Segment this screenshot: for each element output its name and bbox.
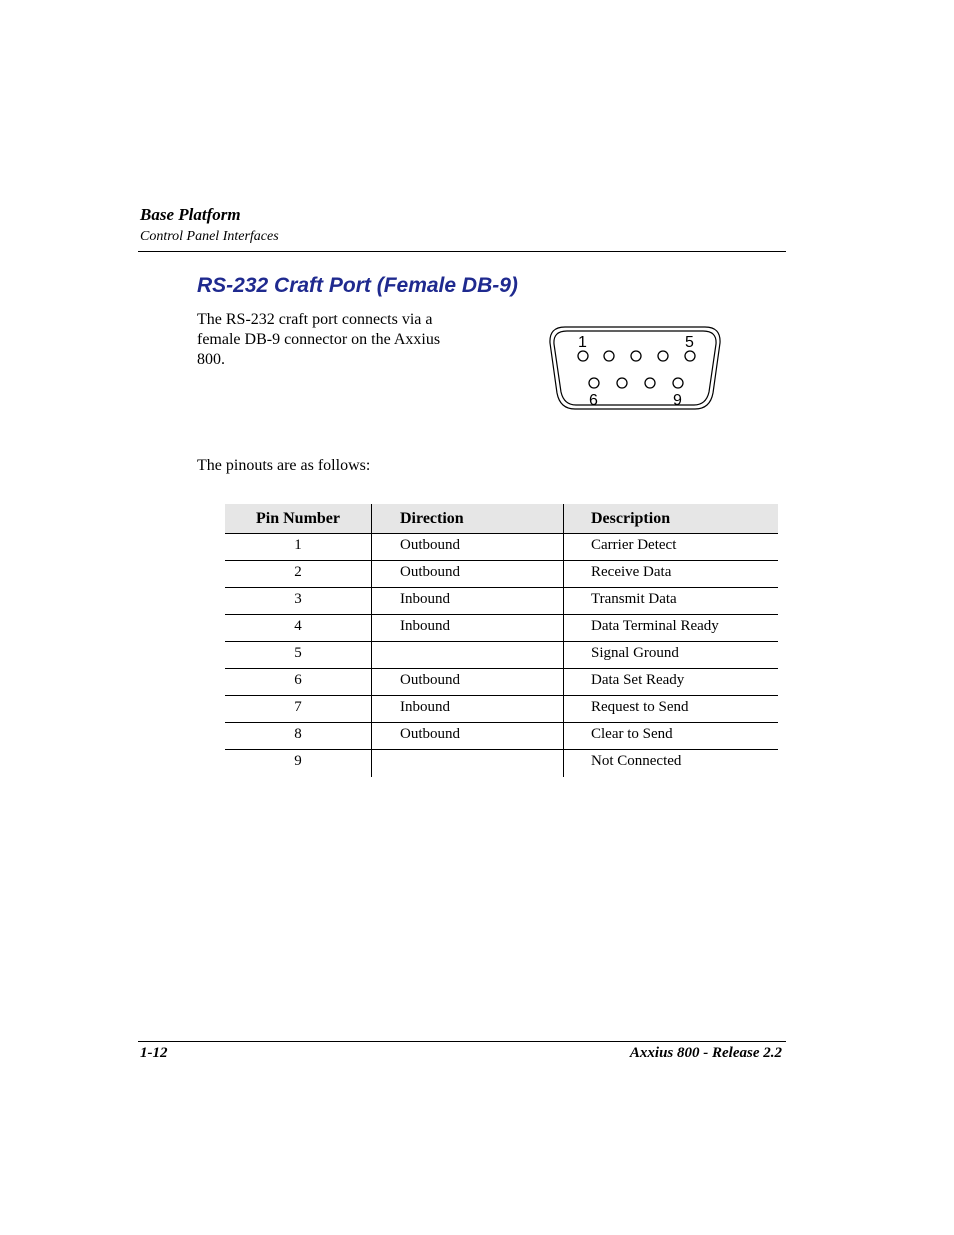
table-row	[225, 669, 778, 696]
direction-cell: Inbound	[372, 696, 564, 723]
pinouts-intro: The pinouts are as follows:	[197, 457, 371, 474]
description-cell: Carrier Detect	[564, 534, 779, 561]
table-row	[225, 561, 778, 588]
pin-number-cell: 6	[225, 669, 372, 696]
table-row	[225, 615, 778, 642]
pin-hole-7	[617, 378, 627, 388]
direction-cell	[372, 750, 564, 777]
table-row	[225, 696, 778, 723]
column-header-description: Description	[564, 504, 779, 534]
pin-label-6: 6	[589, 392, 598, 409]
pin-hole-6	[589, 378, 599, 388]
table-row	[225, 750, 778, 777]
footer-divider	[138, 1041, 786, 1042]
intro-paragraph: The RS-232 craft port connects via a female DB-9 connector on the Axxius 800.	[197, 311, 441, 368]
connector-shell-outer	[550, 327, 720, 409]
running-header-subtitle: Control Panel Interfaces	[140, 229, 279, 244]
direction-cell: Outbound	[372, 534, 564, 561]
running-header-title: Base Platform	[140, 205, 241, 224]
pin-hole-9	[673, 378, 683, 388]
pinout-table	[225, 504, 778, 777]
description-cell: Data Set Ready	[564, 669, 779, 696]
product-release: Axxius 800 - Release 2.2	[629, 1045, 782, 1061]
direction-cell: Outbound	[372, 561, 564, 588]
pin-label-5: 5	[685, 334, 694, 351]
pin-number-cell: 2	[225, 561, 372, 588]
description-cell: Request to Send	[564, 696, 779, 723]
direction-cell: Inbound	[372, 615, 564, 642]
pin-hole-5	[685, 351, 695, 361]
pin-hole-8	[645, 378, 655, 388]
direction-cell: Outbound	[372, 723, 564, 750]
description-cell: Data Terminal Ready	[564, 615, 779, 642]
pin-number-cell: 5	[225, 642, 372, 669]
pin-number-cell: 9	[225, 750, 372, 777]
pin-number-cell: 8	[225, 723, 372, 750]
description-cell: Receive Data	[564, 561, 779, 588]
db9-connector-icon	[545, 323, 725, 415]
description-cell: Transmit Data	[564, 588, 779, 615]
direction-cell: Outbound	[372, 669, 564, 696]
pin-hole-1	[578, 351, 588, 361]
section-heading: RS-232 Craft Port (Female DB-9)	[197, 274, 518, 297]
description-cell: Signal Ground	[564, 642, 779, 669]
header-divider	[138, 251, 786, 252]
direction-cell	[372, 642, 564, 669]
pin-number-cell: 3	[225, 588, 372, 615]
direction-cell: Inbound	[372, 588, 564, 615]
table-row	[225, 642, 778, 669]
pin-label-1: 1	[578, 334, 587, 351]
description-cell: Not Connected	[591, 753, 682, 769]
pin-number-cell: 4	[225, 615, 372, 642]
pin-number-cell: 1	[225, 534, 372, 561]
table-row	[225, 588, 778, 615]
page-number: 1-12	[140, 1045, 168, 1061]
table-header-row	[225, 504, 778, 534]
column-header-pin-number: Pin Number	[225, 504, 372, 534]
pin-hole-3	[631, 351, 641, 361]
pin-hole-4	[658, 351, 668, 361]
description-cell: Clear to Send	[564, 723, 779, 750]
pin-hole-2	[604, 351, 614, 361]
pin-number-cell: 7	[225, 696, 372, 723]
table-row	[225, 534, 778, 561]
pin-label-9: 9	[673, 392, 682, 409]
column-header-direction: Direction	[372, 504, 564, 534]
db9-connector-diagram	[545, 323, 725, 415]
table-row	[225, 723, 778, 750]
